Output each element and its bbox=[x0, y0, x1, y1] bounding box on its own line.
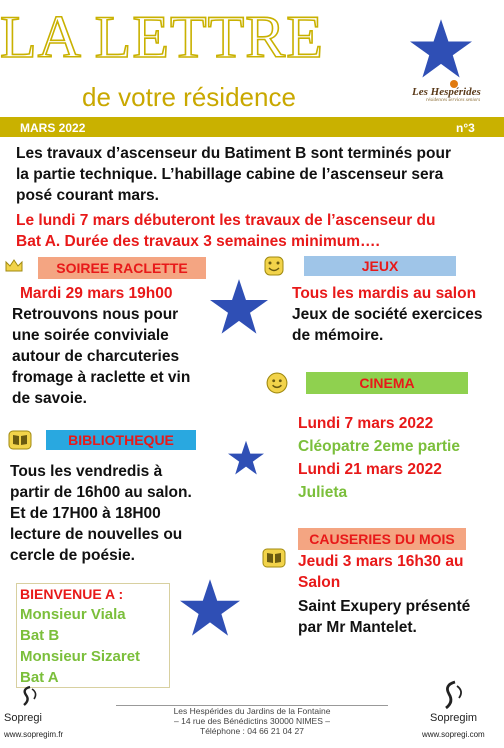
intro-line: Les travaux d’ascenseur du Batiment B sont terminés pour bbox=[16, 145, 451, 162]
brand-logo bbox=[412, 86, 481, 103]
footer-address-line: – 14 rue des Bénédictins 30000 NIMES – bbox=[174, 716, 330, 726]
intro-alert-paragraph bbox=[16, 210, 500, 252]
star-icon bbox=[210, 278, 268, 336]
causeries-date bbox=[298, 551, 498, 593]
bienvenue-line: Bat B bbox=[20, 627, 60, 644]
intro-line: posé courant mars. bbox=[16, 187, 159, 204]
footer-right-url[interactable]: www.sopregi.com bbox=[422, 730, 485, 739]
newsletter-subtitle: de votre résidence bbox=[82, 82, 296, 112]
crown-icon bbox=[4, 256, 24, 276]
bienvenue-line: Monsieur Viala bbox=[20, 606, 126, 623]
causeries-header: CAUSERIES DU MOIS bbox=[298, 528, 466, 550]
footer-address-line: Téléphone : 04 66 21 04 27 bbox=[200, 726, 304, 736]
footer-left-logo: Sopregi bbox=[4, 712, 42, 724]
cinema-header: CINEMA bbox=[306, 372, 468, 394]
issue-month: MARS 2022 bbox=[20, 121, 86, 135]
causeries-date-line: Salon bbox=[298, 574, 341, 591]
bienvenue-line: Bat A bbox=[20, 669, 59, 686]
star-icon bbox=[410, 18, 472, 80]
sopregim-logo-icon bbox=[440, 680, 466, 710]
intro-paragraph bbox=[16, 143, 500, 206]
bibliotheque-line: cercle de poésie. bbox=[10, 547, 135, 564]
smiley-icon bbox=[266, 372, 288, 394]
star-icon bbox=[180, 578, 240, 638]
jeux-line: Jeux de société exercices bbox=[292, 306, 483, 323]
bienvenue-list bbox=[20, 604, 140, 688]
book-icon bbox=[262, 548, 286, 568]
bibliotheque-line: partir de 16h00 au salon. bbox=[10, 484, 192, 501]
footer-left-url[interactable]: www.sopregim.fr bbox=[4, 730, 64, 739]
cinema-film-1: Cléopatre 2eme partie bbox=[298, 438, 460, 455]
newsletter-title: LA LETTRE bbox=[0, 4, 324, 70]
causeries-line: Saint Exupery présenté bbox=[298, 598, 471, 615]
bibliotheque-line: Tous les vendredis à bbox=[10, 463, 163, 480]
soiree-date: Mardi 29 mars 19h00 bbox=[20, 285, 173, 302]
cinema-date-1: Lundi 7 mars 2022 bbox=[298, 415, 434, 432]
causeries-description bbox=[298, 596, 498, 638]
bibliotheque-description bbox=[10, 461, 230, 566]
footer-right-logo: Sopregim bbox=[430, 712, 478, 724]
soiree-line: autour de charcuteries bbox=[12, 348, 180, 365]
star-icon bbox=[228, 440, 264, 476]
bibliotheque-line: lecture de nouvelles ou bbox=[10, 526, 183, 543]
causeries-date-line: Jeudi 3 mars 16h30 au bbox=[298, 553, 464, 570]
jeux-description bbox=[292, 304, 502, 346]
intro-alert-line: Le lundi 7 mars débuteront les travaux de l’ascenseur du bbox=[16, 212, 436, 229]
soiree-header: SOIREE RACLETTE bbox=[38, 257, 206, 279]
cinema-date-2: Lundi 21 mars 2022 bbox=[298, 461, 442, 478]
issue-number: n°3 bbox=[456, 121, 475, 135]
sopregi-logo-icon bbox=[18, 685, 42, 707]
soiree-line: de savoie. bbox=[12, 390, 87, 407]
causeries-line: par Mr Mantelet. bbox=[298, 619, 417, 636]
soiree-line: fromage à raclette et vin bbox=[12, 369, 191, 386]
soiree-description bbox=[12, 304, 222, 409]
brand-logo-tagline: résidences services seniors bbox=[426, 98, 481, 103]
intro-alert-line: Bat A. Durée des travaux 3 semaines minimum…. bbox=[16, 233, 380, 250]
cinema-film-2: Julieta bbox=[298, 484, 348, 501]
intro-line: la partie technique. L’habillage cabine de l’ascenseur sera bbox=[16, 166, 444, 183]
bibliotheque-header: BIBLIOTHEQUE bbox=[46, 430, 196, 450]
bienvenue-line: Monsieur Sizaret bbox=[20, 648, 141, 665]
soiree-line: une soirée conviviale bbox=[12, 327, 169, 344]
jeux-when: Tous les mardis au salon bbox=[292, 285, 477, 302]
footer-address-line: Les Hespérides du Jardins de la Fontaine bbox=[173, 706, 331, 716]
jeux-header: JEUX bbox=[304, 256, 456, 276]
bibliotheque-line: Et de 17H00 à 18H00 bbox=[10, 505, 161, 522]
jeux-line: de mémoire. bbox=[292, 327, 384, 344]
footer-address bbox=[120, 706, 384, 736]
book-icon bbox=[8, 430, 32, 450]
brand-logo-text: Les Hespérides bbox=[412, 86, 481, 98]
dice-icon bbox=[264, 256, 284, 276]
soiree-line: Retrouvons nous pour bbox=[12, 306, 179, 323]
bienvenue-header: BIENVENUE A : bbox=[20, 586, 124, 602]
